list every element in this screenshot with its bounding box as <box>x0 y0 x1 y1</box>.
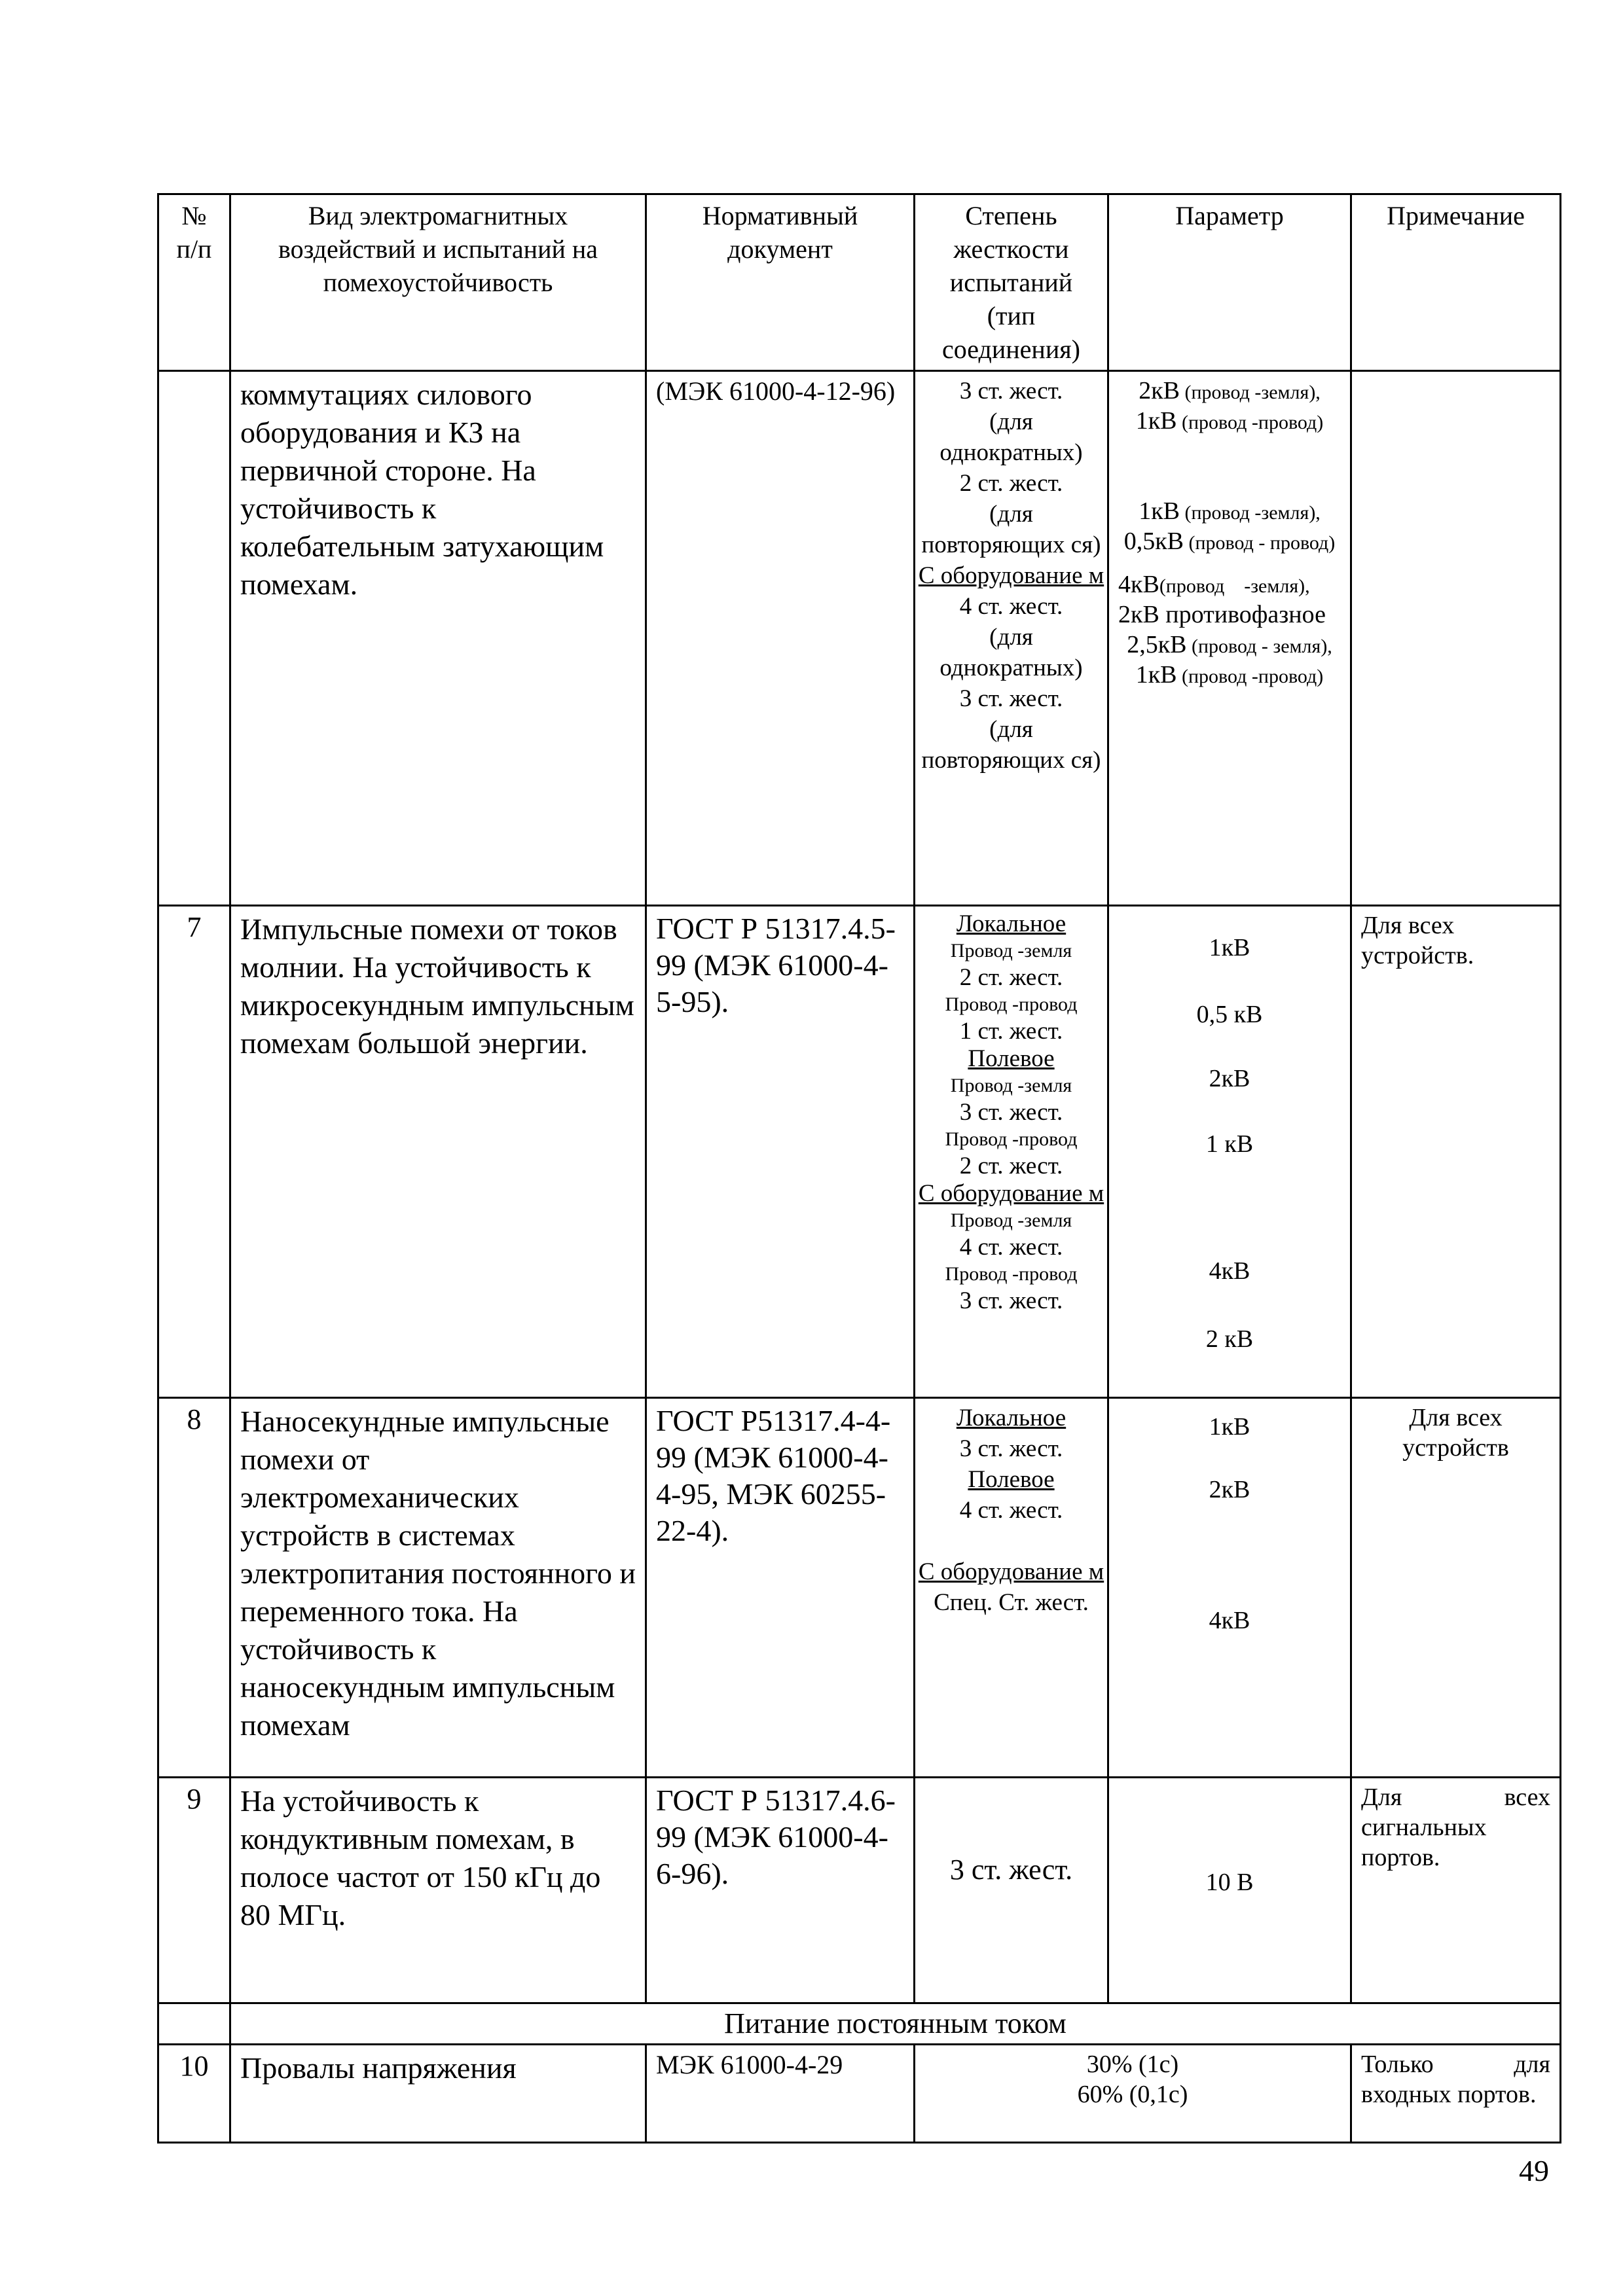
param-text: (провод -земля), <box>1180 382 1321 403</box>
param-text: (провод -провод) <box>1176 666 1324 687</box>
degree-line: 4 ст. жест. <box>959 1497 1063 1524</box>
row-parameter <box>1108 371 1351 906</box>
row-document: ГОСТ Р51317.4-4-99 (МЭК 61000-4-4-95, МЭК 60255-22-4). <box>646 1398 915 1778</box>
param-value: 2кВ <box>1209 1065 1250 1092</box>
row-description: Импульсные помехи от токов молнии. На устойчивость к микросекундным импульсным помехам большой энергии. <box>230 906 646 1398</box>
param-value: 2,5кВ <box>1127 631 1187 658</box>
degree-line: 1 ст. жест. <box>959 1018 1063 1045</box>
degree-line: Провод -земля <box>950 1075 1072 1096</box>
degree-line: 3 ст. жест. <box>959 1099 1063 1126</box>
note-first-line: Только для <box>1361 2051 1550 2078</box>
param-value: 2кВ <box>1209 1476 1250 1503</box>
value-line: 30% (1с) <box>1086 2051 1179 2078</box>
degree-line: Спец. Ст. жест. <box>934 1589 1089 1616</box>
degree-line: 2 ст. жест. <box>959 1153 1063 1179</box>
degree-line: (для повторяющих ся) <box>921 716 1101 774</box>
param-text: (провод - земля), <box>1186 636 1332 657</box>
row-note <box>1351 1778 1561 2003</box>
row-num: 10 <box>158 2045 230 2143</box>
param-value: 1кВ <box>1139 497 1180 525</box>
param-value: 0,5 кВ <box>1196 1001 1263 1028</box>
param-value: 1кВ <box>1209 934 1250 961</box>
row-note <box>1351 2045 1561 2143</box>
header-row <box>158 194 1561 371</box>
header-type: Вид электромагнитных воздействий и испытаний на помехоустойчивость <box>230 194 646 371</box>
row-parameter: 10 В <box>1108 1778 1351 2003</box>
degree-line: 4 ст. жест. <box>959 593 1063 620</box>
param-text: (провод -провод) <box>1176 412 1324 433</box>
param-value: 4кВ <box>1118 571 1159 598</box>
param-group <box>1118 376 1341 436</box>
header-doc: Нормативный документ <box>646 194 915 371</box>
param-value: 1 кВ <box>1205 1130 1254 1158</box>
degree-line: Провод -провод <box>945 994 1078 1015</box>
degree-line: С оборудование м <box>918 1558 1104 1585</box>
value-line: 60% (0,1с) <box>1077 2081 1188 2108</box>
param-value: 4кВ <box>1209 1607 1250 1634</box>
row-degree: 3 ст. жест. <box>915 1778 1108 2003</box>
param-group <box>1118 569 1341 630</box>
row-note: Для всех устройств. <box>1351 906 1561 1398</box>
note-rest: входных портов. <box>1361 2081 1537 2108</box>
param-group <box>1118 496 1341 556</box>
degree-line: Локальное <box>956 1405 1067 1431</box>
row-description: коммутациях силового оборудования и КЗ на первичной стороне. На устойчивость к колебательным затухающим помехам. <box>230 371 646 906</box>
row-degree <box>915 1398 1108 1778</box>
row-document: ГОСТ Р 51317.4.5-99 (МЭК 61000-4-5-95). <box>646 906 915 1398</box>
row-description: На устойчивость к кондуктивным помехам, в полосе частот от 150 кГц до 80 МГц. <box>230 1778 646 2003</box>
degree-line: С оборудование м <box>918 562 1104 589</box>
row-parameter <box>1108 906 1351 1398</box>
row-num: 9 <box>158 1778 230 2003</box>
row-document: ГОСТ Р 51317.4.6-99 (МЭК 61000-4-6-96). <box>646 1778 915 2003</box>
section-title: Питание постоянным током <box>230 2003 1561 2045</box>
param-text: (провод - провод) <box>1184 532 1336 554</box>
table-row <box>158 1778 1561 2003</box>
param-value: 4кВ <box>1209 1257 1250 1285</box>
table-row <box>158 1398 1561 1778</box>
row-parameter <box>1108 1398 1351 1778</box>
table-row <box>158 2045 1561 2143</box>
degree-line: Провод -провод <box>945 1263 1078 1285</box>
degree-line: 2 ст. жест. <box>959 964 1063 991</box>
note-first-line: Для всех <box>1361 1784 1550 1811</box>
table-row <box>158 906 1561 1398</box>
row-values <box>915 2045 1351 2143</box>
degree-line: Провод -земля <box>950 1210 1072 1231</box>
param-value: 2 кВ <box>1205 1325 1254 1353</box>
row-num <box>158 371 230 906</box>
page-number: 49 <box>1519 2154 1549 2187</box>
param-text: (провод -земля), <box>1180 502 1321 524</box>
degree-line: Полевое <box>968 1466 1055 1493</box>
header-degree: Степень жесткости испытаний (тип соединения) <box>915 194 1108 371</box>
degree-line: (для повторяющих ся) <box>921 501 1101 558</box>
section-row <box>158 2003 1561 2045</box>
param-value: 1кВ <box>1135 661 1177 689</box>
row-document: (МЭК 61000-4-12-96) <box>646 371 915 906</box>
header-note: Примечание <box>1351 194 1561 371</box>
degree-line: 3 ст. жест. <box>959 1435 1063 1462</box>
row-degree <box>915 371 1108 906</box>
degree-line: Провод -провод <box>945 1128 1078 1150</box>
degree-line: Полевое <box>968 1045 1055 1072</box>
row-num: 8 <box>158 1398 230 1778</box>
param-value: 1кВ <box>1135 407 1177 435</box>
param-text: (провод -земля), <box>1159 575 1310 597</box>
param-group <box>1118 630 1341 690</box>
note-rest: сигнальных портов. <box>1361 1814 1487 1871</box>
section-num-cell <box>158 2003 230 2045</box>
degree-line: 3 ст. жест. <box>959 1287 1063 1314</box>
param-value: 2кВ <box>1139 377 1180 404</box>
degree-line: Провод -земля <box>950 940 1072 961</box>
degree-line: 2 ст. жест. <box>959 470 1063 497</box>
degree-line: 4 ст. жест. <box>959 1234 1063 1261</box>
param-value: 2кВ противофазное <box>1118 601 1326 628</box>
degree-line: Локальное <box>956 910 1067 937</box>
row-num: 7 <box>158 906 230 1398</box>
header-param: Параметр <box>1108 194 1351 371</box>
degree-line: 3 ст. жест. <box>959 378 1063 404</box>
degree-line: (для однократных) <box>939 408 1083 466</box>
degree-line: 3 ст. жест. <box>959 685 1063 712</box>
row-document: МЭК 61000-4-29 <box>646 2045 915 2143</box>
param-value: 0,5кВ <box>1123 528 1184 555</box>
param-value: 1кВ <box>1209 1413 1250 1441</box>
degree-line: С оборудование м <box>918 1180 1104 1207</box>
header-num: № п/п <box>158 194 230 371</box>
table-row <box>158 371 1561 906</box>
row-note <box>1351 371 1561 906</box>
row-description: Наносекундные импульсные помехи от электромеханических устройств в системах электропитания постоянного и переменного тока. На устойчивость к наносекундным импульсным помехам <box>230 1398 646 1778</box>
row-degree <box>915 906 1108 1398</box>
row-description: Провалы напряжения <box>230 2045 646 2143</box>
row-note: Для всех устройств <box>1351 1398 1561 1778</box>
standards-table <box>157 193 1561 2144</box>
degree-line: (для однократных) <box>939 624 1083 681</box>
